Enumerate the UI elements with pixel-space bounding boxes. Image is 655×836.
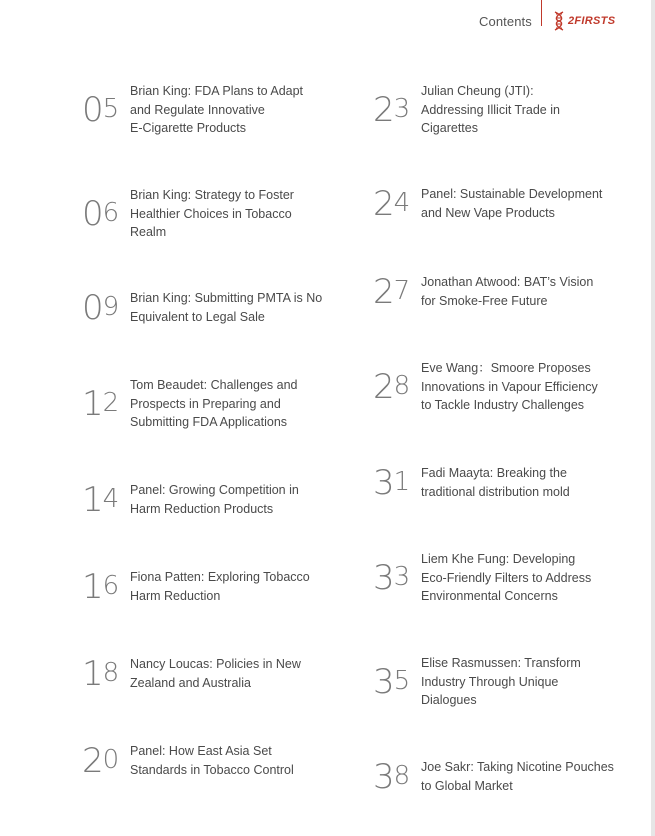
toc-entry[interactable]: [373, 464, 570, 501]
toc-entry-title: Panel: How East Asia Set Standards in Tobacco Control: [130, 744, 294, 777]
toc-entry-title: Brian King: Strategy to Foster Healthier Choices in Tobacco Realm: [130, 188, 294, 239]
toc-entry[interactable]: [82, 376, 297, 432]
toc-entry-title: Panel: Growing Competition in Harm Reduction Products: [130, 483, 299, 516]
toc-entry-title: Tom Beaudet: Challenges and Prospects in Preparing and Submitting FDA Applications: [130, 378, 298, 429]
toc-page-number: 06: [82, 193, 119, 234]
toc-page-number: 18: [82, 653, 119, 694]
toc-entry[interactable]: [373, 185, 602, 222]
toc-entry[interactable]: [82, 186, 294, 242]
toc-entry[interactable]: [82, 82, 303, 138]
header-divider: [541, 0, 542, 26]
toc-entry-title: Joe Sakr: Taking Nicotine Pouches to Global Market: [421, 760, 614, 793]
toc-entry-title: Panel: Sustainable Development and New Vape Products: [421, 187, 603, 220]
toc-page-number: 14: [82, 479, 119, 520]
toc-page-number: 16: [82, 566, 119, 607]
toc-entry[interactable]: [82, 289, 322, 326]
toc-page-number: 20: [82, 740, 119, 781]
toc-entry[interactable]: [82, 655, 301, 692]
toc-page-number: 38: [373, 756, 410, 797]
toc-entry-title: Jonathan Atwood: BAT’s Vision for Smoke-Free Future: [421, 275, 594, 308]
toc-entry[interactable]: [373, 654, 581, 710]
toc-page-number: 27: [373, 271, 410, 312]
toc-entry-title: Brian King: FDA Plans to Adapt and Regulate Innovative E-Cigarette Products: [130, 84, 304, 135]
toc-entry[interactable]: [373, 82, 560, 138]
brand-logo: [552, 8, 615, 34]
toc-entry-title: Elise Rasmussen: Transform Industry Through Unique Dialogues: [421, 656, 581, 707]
toc-entry[interactable]: [373, 359, 598, 415]
dna-helix-icon: [552, 11, 566, 31]
toc-entry[interactable]: [82, 742, 294, 779]
toc-entry[interactable]: [373, 273, 593, 310]
toc-entry-title: Liem Khe Fung: Developing Eco-Friendly Filters to Address Environmental Concerns: [421, 552, 592, 603]
toc-entry-title: Julian Cheung (JTI): Addressing Illicit Trade in Cigarettes: [421, 84, 560, 135]
toc-page-number: 33: [373, 557, 410, 598]
toc-entry[interactable]: [373, 550, 591, 606]
toc-entry-title: Nancy Loucas: Policies in New Zealand and Australia: [130, 657, 301, 690]
toc-page-number: 23: [373, 89, 410, 130]
brand-logo-text: 2FIRSTS: [568, 15, 616, 27]
toc-page-number: 09: [82, 287, 119, 328]
toc-entry[interactable]: [373, 758, 614, 795]
page-edge-shadow: [651, 0, 655, 836]
toc-page-number: 31: [373, 462, 410, 503]
toc-entry-title: Fadi Maayta: Breaking the traditional distribution mold: [421, 466, 570, 499]
toc-entry-title: Fiona Patten: Exploring Tobacco Harm Reduction: [130, 570, 310, 603]
toc-entry[interactable]: [82, 568, 310, 605]
toc-entry-title: Brian King: Submitting PMTA is No Equivalent to Legal Sale: [130, 291, 323, 324]
toc-page-number: 28: [373, 366, 410, 407]
header-contents-label: Contents: [479, 14, 532, 29]
toc-page-number: 24: [373, 183, 410, 224]
toc-entry-title: Eve Wang：Smoore Proposes Innovations in Vapour Efficiency to Tackle Industry Challenges: [421, 361, 598, 412]
toc-page-number: 12: [82, 383, 119, 424]
toc-entry[interactable]: [82, 481, 299, 518]
toc-page-number: 05: [82, 89, 119, 130]
toc-page-number: 35: [373, 661, 410, 702]
